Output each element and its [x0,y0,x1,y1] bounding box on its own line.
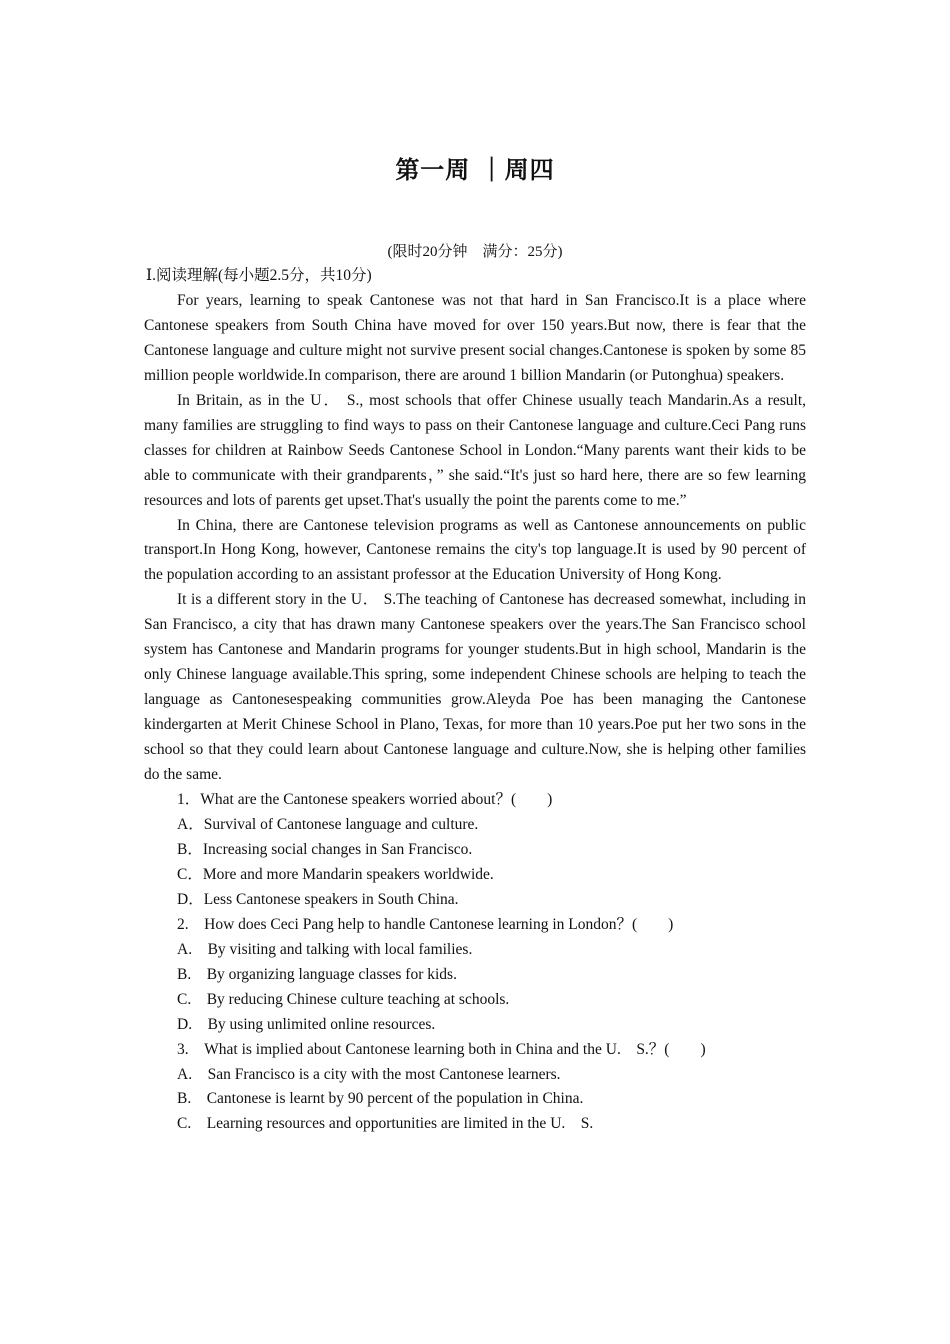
question-3-option-c: C. Learning resources and opportunities are limited in the U. S. [177,1115,594,1133]
question-2-option-b: B. By organizing language classes for kids. [177,965,457,983]
question-2-option-a: A. By visiting and talking with local families. [177,940,473,958]
question-2-option-c: C. By reducing Chinese culture teaching at schools. [177,990,510,1008]
time-limit-note: (限时20分钟 满分：25分) [387,244,563,260]
question-1-option-c: C．More and more Mandarin speakers worldwide. [177,865,494,883]
passage-paragraph-4: It is a different story in the U． S.The teaching of Cantonese has decreased somewhat, including in San Francisco, a city that has drawn many Cantonese speakers over the years.The San Francisco school system has Cantonese and Mandarin programs for younger students.But in high school, Mandarin is the only Chinese language available.This spring, some independent Chinese schools are helping to teach the language as Cantonesespeaking communities grow.Aleyda Poe has been managing the Cantonese kindergarten at Merit Chinese School in Plano, Texas, for more than 10 years.Poe put her two sons in the school so that they could learn about Cantonese language and culture.Now, she is helping other families do the same. [144,591,806,784]
question-1-option-b: B．Increasing social changes in San Francisco. [177,840,473,858]
question-1-stem: 1．What are the Cantonese speakers worried about？( ) [177,791,553,809]
question-1-option-d: D．Less Cantonese speakers in South China. [177,890,459,908]
passage-paragraph-3: In China, there are Cantonese television programs as well as Cantonese announcements on public transport.In Hong Kong, however, Cantonese remains the city's top language.It is used by 90 percent of the population according to an assistant professor at the Education University of Hong Kong. [144,516,806,584]
page-title: 第一周 ｜周四 [395,156,555,184]
document-body [144,264,806,1137]
question-3-option-b: B. Cantonese is learnt by 90 percent of the population in China. [177,1090,584,1108]
section-heading: Ⅰ.阅读理解(每小题2.5分，共10分) [146,267,372,284]
passage-paragraph-2: In Britain, as in the U． S., most schools that offer Chinese usually teach Mandarin.As a result, many families are struggling to find ways to pass on their Cantonese language and culture.Ceci Pang runs classes for children at Rainbow Seeds Cantonese School in London.“Many parents want their kids to be able to communicate with their grandparents，” she said.“It's just so hard here, there are so few learning resources and lots of parents get upset.That's usually the point the parents come to me.” [144,391,806,509]
question-3-stem: 3. What is implied about Cantonese learning both in China and the U. S.？( ) [177,1040,706,1058]
question-3-option-a: A. San Francisco is a city with the most Cantonese learners. [177,1065,561,1083]
question-1-option-a: A．Survival of Cantonese language and culture. [177,815,479,833]
question-2-option-d: D. By using unlimited online resources. [177,1015,436,1033]
question-2-stem: 2. How does Ceci Pang help to handle Cantonese learning in London？( ) [177,915,674,933]
passage-paragraph-1: For years, learning to speak Cantonese was not that hard in San Francisco.It is a place where Cantonese speakers from South China have moved for over 150 years.But now, there is fear that the Cantonese language and culture might not survive present social changes.Cantonese is spoken by some 85 million people worldwide.In comparison, there are around 1 billion Mandarin (or Putonghua) speakers. [144,291,806,384]
